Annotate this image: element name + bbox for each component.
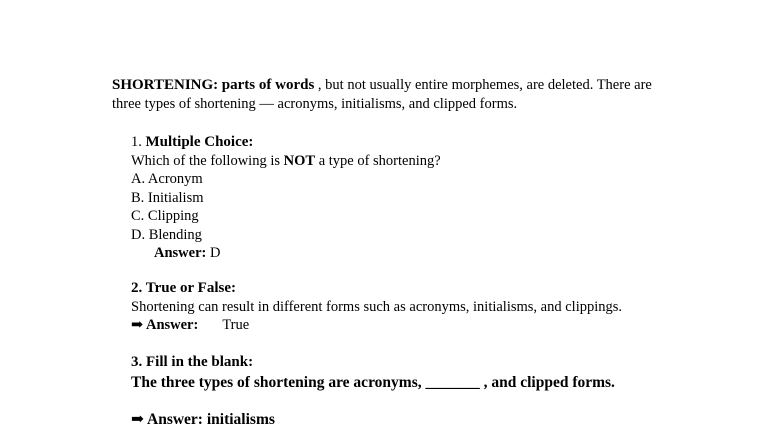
q3-statement: The three types of shortening are acronyms, _______ , and clipped forms.	[131, 373, 615, 391]
q2-answer-label: ➡ Answer:	[131, 317, 199, 333]
q1-answer	[131, 244, 441, 263]
q3-answer: ➡ Answer: initialisms	[131, 411, 275, 428]
q2-answer	[131, 316, 622, 335]
q1-question-emph: NOT	[283, 152, 316, 169]
intro-subject: parts of words	[221, 77, 315, 93]
question-true-false	[131, 279, 622, 335]
q1-question-post: a type of shortening?	[315, 152, 441, 169]
intro-term: SHORTENING:	[112, 77, 219, 93]
question-fill-blank	[131, 353, 615, 430]
intro-line1-rest: , but not usually entire morphemes, are deleted. There are	[314, 77, 652, 93]
q1-question	[131, 152, 441, 171]
q1-title: Multiple Choice:	[145, 134, 254, 150]
intro-line2: three types of shortening — acronyms, initialisms, and clipped forms.	[112, 96, 518, 112]
question-multiple-choice	[131, 133, 441, 263]
q2-title: 2. True or False:	[131, 280, 236, 296]
q1-number: 1.	[131, 134, 142, 150]
q2-statement: Shortening can result in different forms such as acronyms, initialisms, and clippings.	[131, 298, 623, 315]
q1-answer-value: D	[209, 245, 221, 261]
q1-option-b: B. Initialism	[131, 189, 204, 206]
q1-answer-label: Answer:	[154, 245, 207, 261]
q3-title: 3. Fill in the blank:	[131, 354, 254, 370]
intro-paragraph	[112, 76, 722, 114]
q1-question-pre: Which of the following is	[131, 152, 284, 169]
q1-option-a: A. Acronym	[131, 171, 203, 187]
q2-answer-value: True	[222, 317, 250, 333]
q1-option-c: C. Clipping	[131, 208, 199, 224]
q1-option-d: D. Blending	[131, 226, 202, 243]
